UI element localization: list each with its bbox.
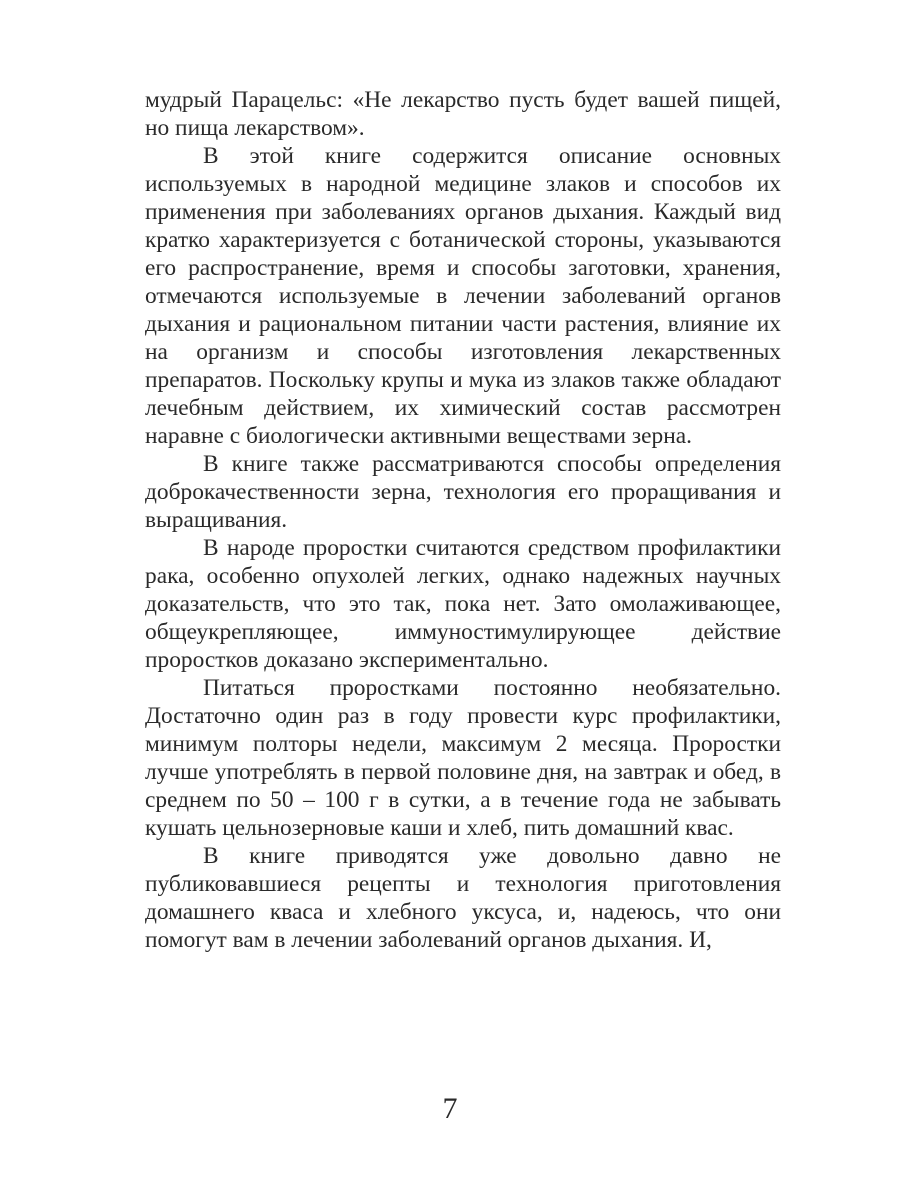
paragraph: В книге также рассматриваются способы определения доброкачественности зерна, технология его проращивания и выращивания. [145, 451, 781, 533]
paragraph: Питаться проростками постоянно необязательно. Достаточно один раз в году провести курс профилактики, минимум полторы недели, максимум 2 месяца. Проростки лучше употреблять в первой половине дня, на завтрак и обед, в среднем по 50 – 100 г в сутки, а в течение года не забывать кушать цельнозерновые каши и хлеб, пить домашний квас. [145, 675, 781, 841]
paragraph-continuation: мудрый Парацельс: «Не лекарство пусть будет вашей пищей, но пища лекарством». [145, 87, 781, 141]
page-number: 7 [442, 1092, 458, 1125]
paragraph: В этой книге содержится описание основных используемых в народной медицине злаков и способов их применения при заболеваниях органов дыхания. Каждый вид кратко характеризуется с ботанической стороны, указываются его распространение, время и способы заготовки, хранения, отмечаются используемые в лечении заболеваний органов дыхания и рациональном питании части растения, влияние их на организм и способы изготовления лекарственных препаратов. Поскольку крупы и мука из злаков также обладают лечебным действием, их химический состав рассмотрен наравне с биологически активными веществами зерна. [145, 143, 781, 449]
paragraph: В книге приводятся уже довольно давно не публиковавшиеся рецепты и технология приготовления домашнего кваса и хлебного уксуса, и, надеюсь, что они помогут вам в лечении заболеваний органов дыхания. И, [145, 843, 781, 953]
body-text [145, 86, 781, 954]
paragraph: В народе проростки считаются средством профилактики рака, особенно опухолей легких, однако надежных научных доказательств, что это так, пока нет. Зато омолаживающее, общеукрепляющее, иммуностимулирующее действие проростков доказано экспериментально. [145, 535, 781, 673]
